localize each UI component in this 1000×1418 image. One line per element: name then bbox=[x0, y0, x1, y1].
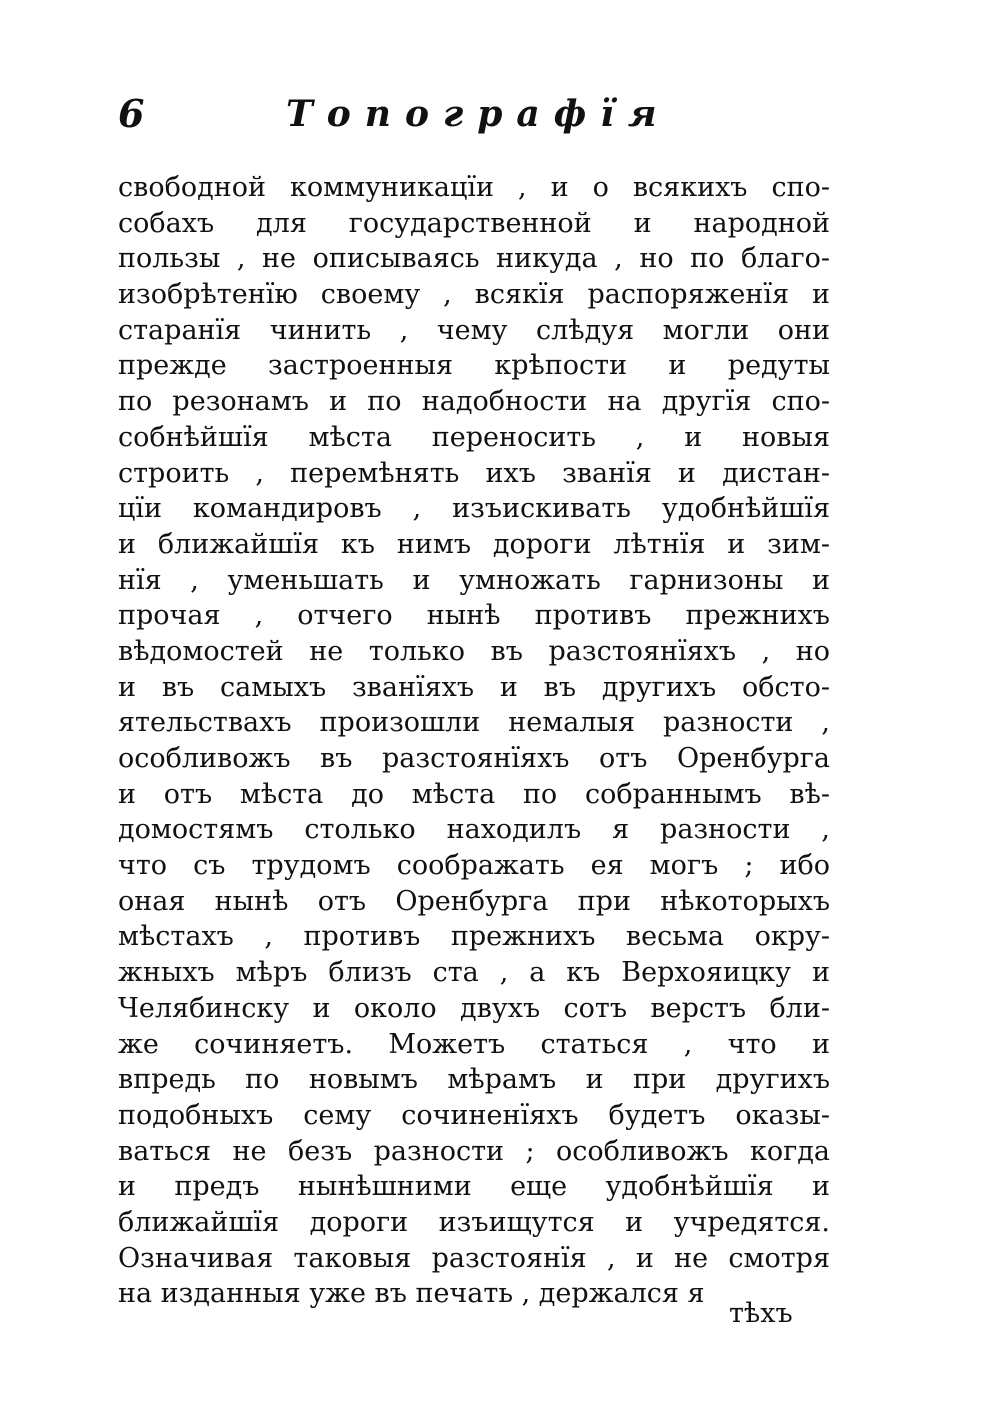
text-line: пользы , не описываясь никуда , но по благо- bbox=[118, 243, 830, 275]
text-line: старанїя чинить , чему слѣдуя могли они bbox=[118, 314, 830, 346]
text-line: изобрѣтенїю своему , всякїя распоряженїя и bbox=[118, 279, 830, 311]
body-text bbox=[118, 170, 830, 1312]
text-line: прочая , отчего нынѣ противъ прежнихъ bbox=[118, 600, 830, 632]
text-line: и отъ мѣста до мѣста по собраннымъ вѣ- bbox=[118, 778, 830, 810]
text-line: и ближайшїя къ нимъ дороги лѣтнїя и зим- bbox=[118, 528, 830, 560]
text-line: прежде застроенныя крѣпости и редуты bbox=[118, 350, 830, 382]
text-line: строить , перемѣнять ихъ званїя и дистан- bbox=[118, 457, 830, 489]
text-line: ятельствахъ произошли немалыя разности , bbox=[118, 707, 830, 739]
text-line: особливожъ въ разстоянїяхъ отъ Оренбурга bbox=[118, 743, 830, 774]
text-line: на изданныя уже въ печать , держался я bbox=[118, 1278, 705, 1310]
text-line: что съ трудомъ соображать ея могъ ; ибо bbox=[118, 850, 830, 882]
text-line: мѣстахъ , противъ прежнихъ весьма окру- bbox=[118, 921, 830, 953]
text-line: свободной коммуникацїи , и о всякихъ спо- bbox=[118, 172, 830, 203]
text-line: собнѣйшїя мѣста переносить , и новыя bbox=[118, 421, 830, 453]
catchword: тѣхъ bbox=[729, 1298, 793, 1329]
text-line: ваться не безъ разности ; особливожъ когда bbox=[118, 1135, 830, 1167]
text-line: оная нынѣ отъ Оренбурга при нѣкоторыхъ bbox=[118, 885, 830, 917]
text-line: и въ самыхъ званїяхъ и въ другихъ обсто- bbox=[118, 671, 830, 703]
text-line: же сочиняетъ. Можетъ статься , что и bbox=[118, 1028, 830, 1060]
text-line: жныхъ мѣръ близъ ста , а къ Верхояицку и bbox=[118, 957, 830, 989]
text-line: собахъ для государственной и народной bbox=[118, 207, 830, 239]
text-line: вѣдомостей не только въ разстоянїяхъ , но bbox=[118, 635, 830, 667]
text-line: ближайшїя дороги изъищутся и учредятся. bbox=[118, 1206, 830, 1238]
page-number: 6 bbox=[118, 91, 145, 136]
text-line: нїя , уменьшать и умножать гарнизоны и bbox=[118, 564, 830, 596]
running-title: Топографїя bbox=[286, 93, 671, 135]
text-line: по резонамъ и по надобности на другїя спо- bbox=[118, 386, 830, 418]
page-header bbox=[118, 88, 838, 140]
text-line: Челябинску и около двухъ сотъ верстъ бли- bbox=[118, 992, 830, 1024]
text-line: домостямъ столько находилъ я разности , bbox=[118, 814, 830, 846]
text-line: и предъ нынѣшними еще удобнѣйшїя и bbox=[118, 1171, 830, 1203]
text-line: подобныхъ сему сочиненїяхъ будетъ оказы- bbox=[118, 1099, 830, 1131]
text-line: цїи командировъ , изъискивать удобнѣйшїя bbox=[118, 493, 830, 525]
text-line: Означивая таковыя разстоянїя , и не смотря bbox=[118, 1242, 830, 1274]
text-line: впредь по новымъ мѣрамъ и при другихъ bbox=[118, 1064, 830, 1096]
